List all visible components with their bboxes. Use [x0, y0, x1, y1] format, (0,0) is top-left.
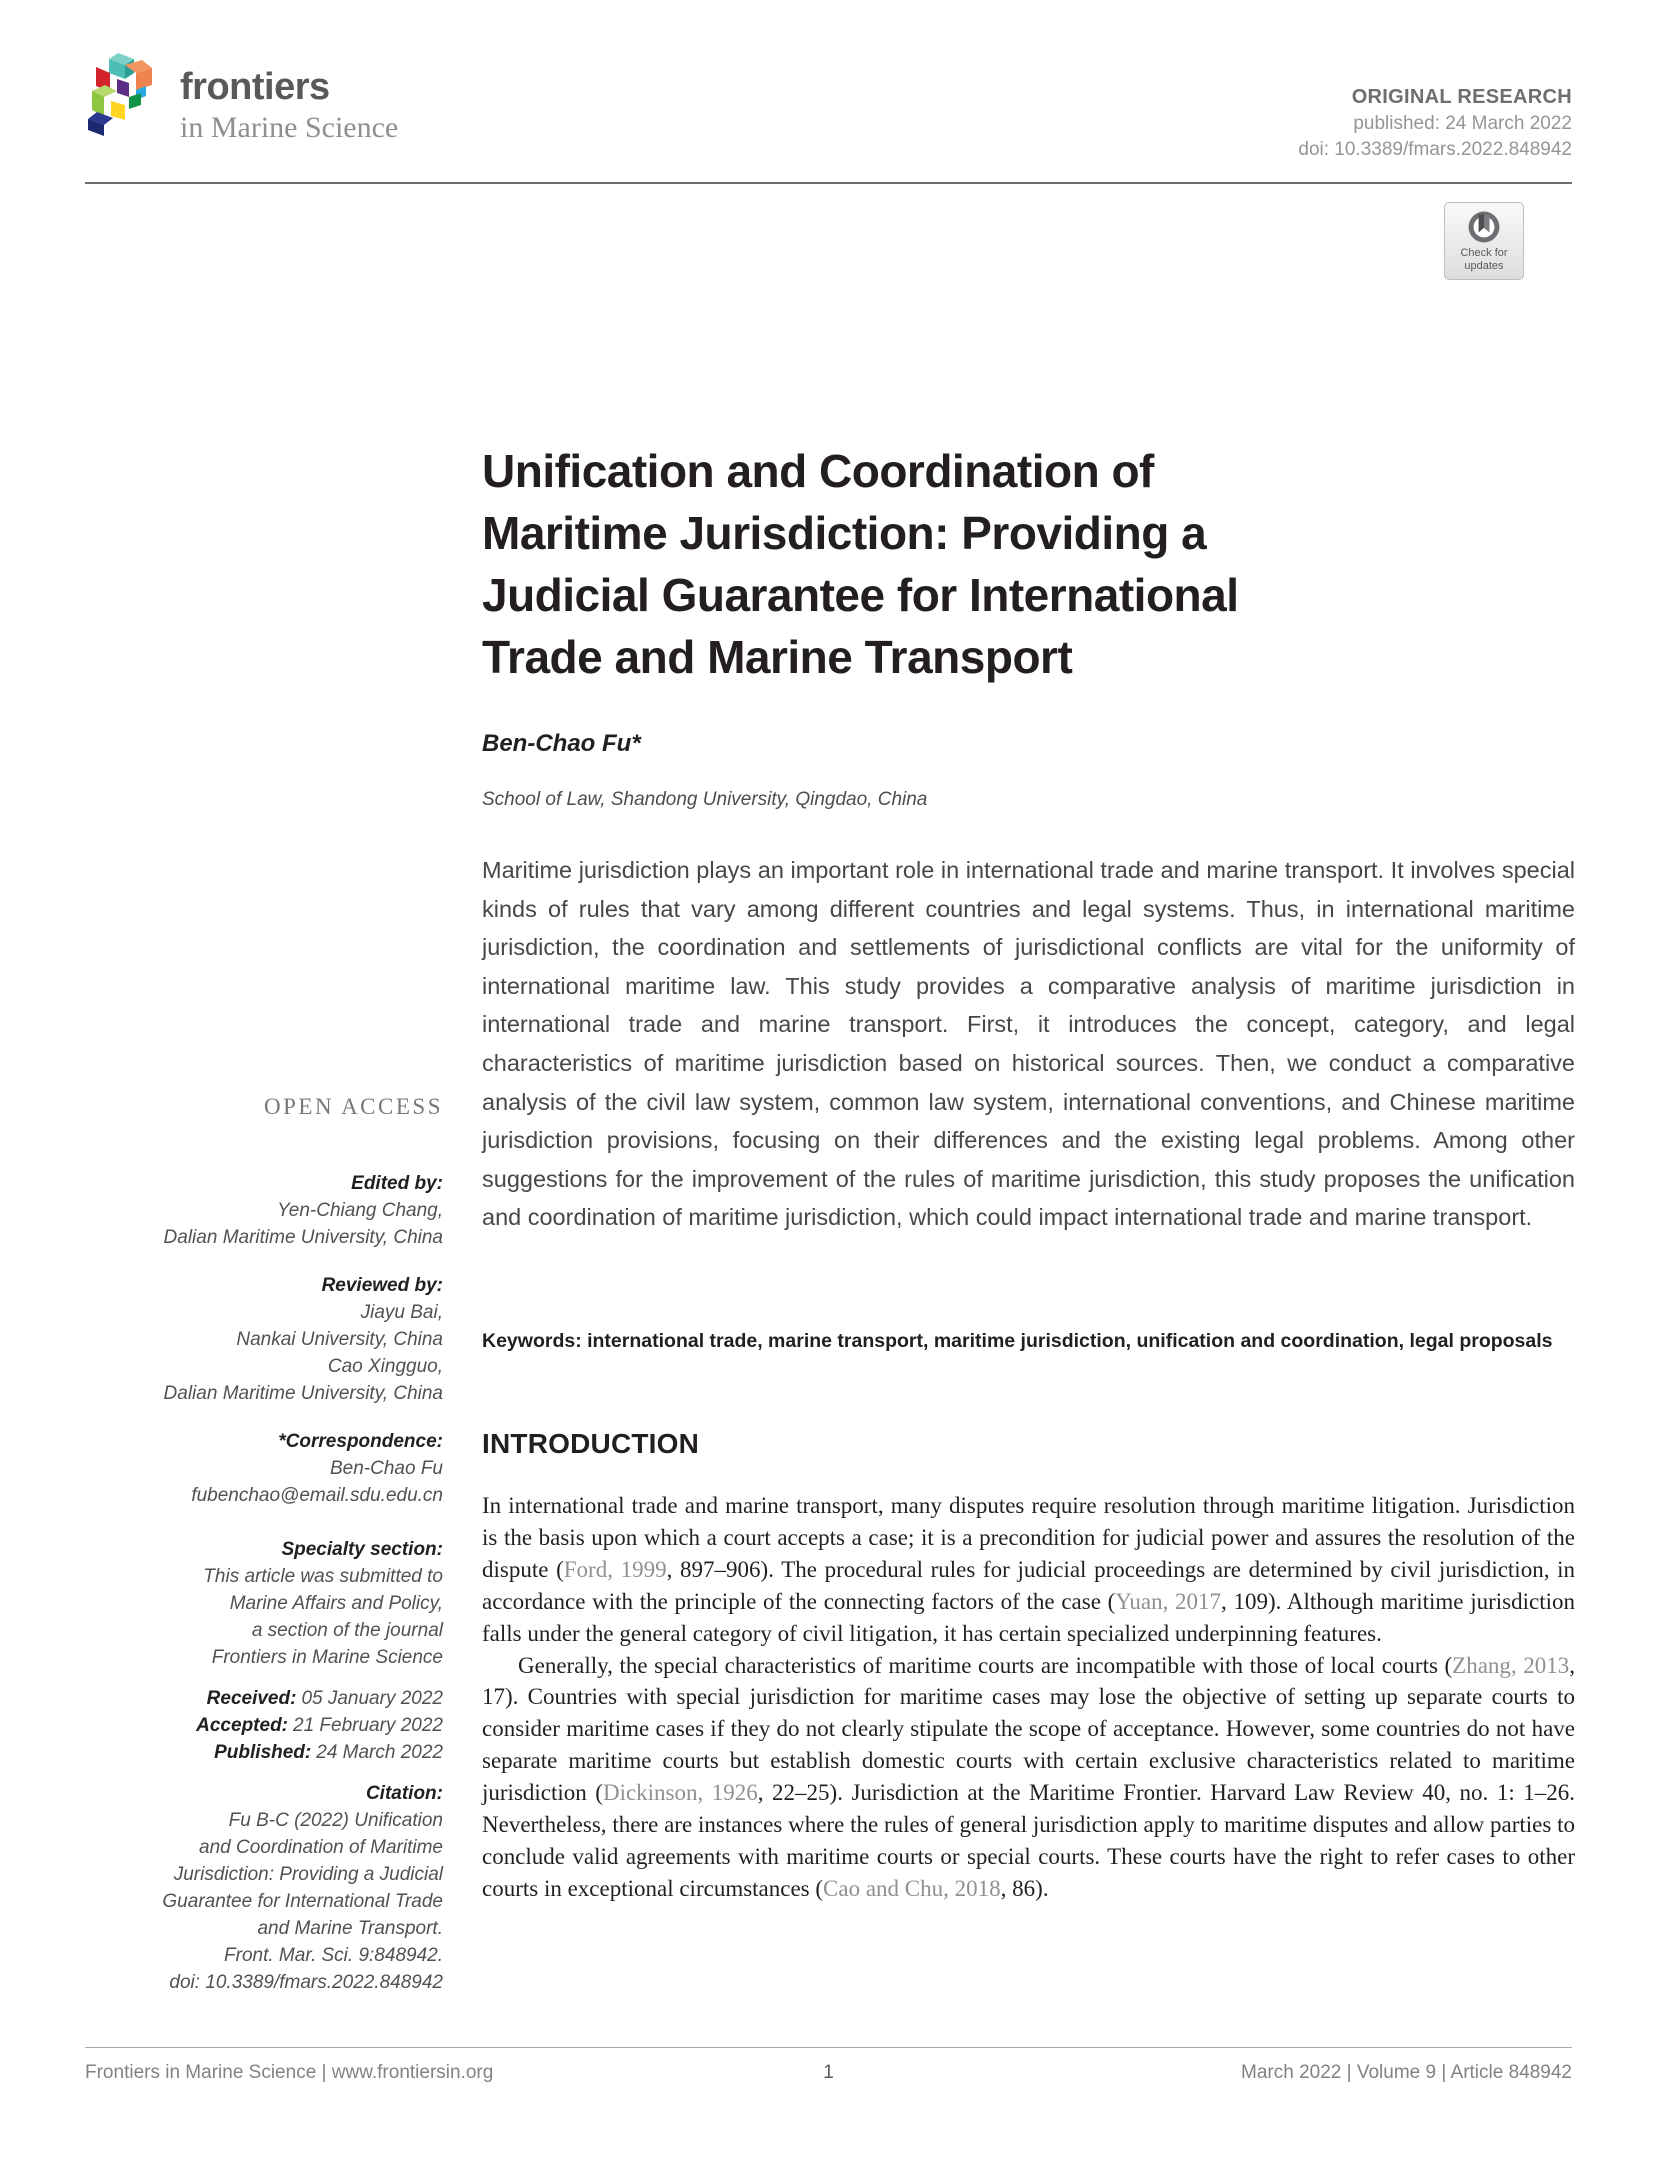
- section-heading-introduction: INTRODUCTION: [482, 1428, 700, 1459]
- edited-by-block: [85, 1170, 443, 1251]
- footer-issue-text: March 2022 | Volume 9 | Article 848942: [1241, 2062, 1572, 2083]
- citation-line: and Coordination of Maritime: [199, 1837, 443, 1858]
- footer-journal-text: Frontiers in Marine Science | www.frontiersin.org: [85, 2062, 494, 2083]
- specialty-line: This article was submitted to: [203, 1566, 443, 1587]
- author-name: Ben-Chao Fu*: [482, 730, 641, 757]
- editor-line: Yen-Chiang Chang,: [277, 1200, 443, 1221]
- keywords-text: Keywords: international trade, marine transport, maritime jurisdiction, unification and coordination, legal proposals: [482, 1330, 1553, 1352]
- specialty-line: a section of the journal: [251, 1620, 443, 1641]
- body-text-segment: , 22–25). Jurisdiction at the Maritime Frontier. Harvard Law Review 40, no. 1: 1–26. Nevertheless, there are instances where the rules of general jurisdiction apply to maritime disputes and allow parties to conclude valid agreements with maritime courts or special courts. These courts have the right to refer cases to other courts in exceptional circumstances (: [482, 1780, 1575, 1901]
- citation-line: Jurisdiction: Providing a Judicial: [173, 1864, 443, 1885]
- logo-brand-text: frontiers: [180, 66, 330, 108]
- editor-line: Dalian Maritime University, China: [163, 1227, 443, 1248]
- logo-journal-text: in Marine Science: [180, 111, 399, 144]
- introduction-body: [482, 1490, 1575, 1905]
- title-line: Judicial Guarantee for International: [482, 569, 1239, 621]
- correspondence-block: [85, 1428, 443, 1509]
- article-title: [482, 440, 1582, 688]
- specialty-section-label: Specialty section:: [281, 1539, 443, 1560]
- body-text-segment: , 17). Countries with special jurisdiction for maritime cases may lose the objective of setting up separate courts to consider maritime cases if they do not clearly stipulate the scope of acceptance. However, some countries do not have separate maritime courts but establish domestic courts with certain exclusive characteristics related to maritime jurisdiction (: [482, 1652, 1575, 1806]
- title-line: Unification and Coordination of: [482, 445, 1154, 497]
- abstract-text: Maritime jurisdiction plays an important role in international trade and marine transport. It involves special kinds of rules that vary among different countries and legal systems. Thus, in international maritime jurisdiction, the coordination and settlements of jurisdictional conflicts are vital for the uniformity of international maritime law. This study provides a comparative analysis of maritime jurisdiction in international trade and marine transport. First, it introduces the concept, category, and legal characteristics of maritime jurisdiction based on historical sources. Then, we conduct a comparative analysis of the civil law system, common law system, international conventions, and Chinese maritime jurisdiction provisions, focusing on their differences and the existing legal problems. Among other suggestions for the improvement of the rules of maritime jurisdiction, this study proposes the unification and coordination of maritime jurisdiction, which could impact international trade and marine transport.: [482, 857, 1575, 1231]
- received-date: 05 January 2022: [301, 1688, 443, 1709]
- citation-link[interactable]: Ford, 1999: [563, 1556, 667, 1582]
- citation-link[interactable]: Yuan, 2017: [1115, 1588, 1222, 1614]
- correspondence-name: Ben-Chao Fu: [329, 1458, 443, 1479]
- reviewer-line: Jiayu Bai,: [360, 1302, 443, 1323]
- citation-line: doi: 10.3389/fmars.2022.848942: [169, 1972, 443, 1993]
- check-for-updates-line1: Check for: [1460, 246, 1508, 259]
- accepted-date: 21 February 2022: [293, 1715, 443, 1736]
- intro-paragraph-2: [482, 1650, 1575, 1905]
- doi-text: doi: 10.3389/fmars.2022.848942: [1298, 139, 1572, 160]
- reviewer-line: Nankai University, China: [236, 1329, 443, 1350]
- edited-by-label: Edited by:: [351, 1173, 443, 1194]
- footer-divider: [85, 2047, 1572, 2048]
- accepted-line: [85, 1712, 443, 1739]
- body-text-segment: Generally, the special characteristics of maritime courts are incompatible with those of local courts (: [518, 1652, 1453, 1678]
- header-divider: [85, 182, 1572, 184]
- citation-lines: [85, 1807, 443, 1996]
- specialty-section-block: [85, 1536, 443, 1671]
- check-for-updates-line2: updates: [1464, 259, 1504, 272]
- received-line: [85, 1685, 443, 1712]
- reviewed-by-label: Reviewed by:: [321, 1275, 443, 1296]
- intro-paragraph-1: [482, 1490, 1575, 1650]
- open-access-label: OPEN ACCESS: [264, 1094, 443, 1119]
- history-dates-block: [85, 1685, 443, 1766]
- body-text-segment: , 109). Although maritime jurisdiction falls under the general category of civil litigation, it has certain specialized underpinning features.: [482, 1588, 1575, 1646]
- specialty-line: Marine Affairs and Policy,: [229, 1593, 443, 1614]
- citation-label: Citation:: [365, 1783, 443, 1804]
- body-text-segment: , 86).: [1000, 1875, 1049, 1901]
- published-date-text: published: 24 March 2022: [1353, 113, 1572, 134]
- correspondence-label: *Correspondence:: [278, 1431, 443, 1452]
- crossmark-icon: [1467, 210, 1501, 244]
- citation-line: Front. Mar. Sci. 9:848942.: [224, 1945, 443, 1966]
- correspondence-email[interactable]: fubenchao@email.sdu.edu.cn: [191, 1485, 443, 1506]
- reviewed-by-lines: [85, 1299, 443, 1407]
- body-text-segment: In international trade and marine transport, many disputes require resolution through maritime litigation. Jurisdiction is the basis upon which a court accepts a case; it is a precondition for judicial power and assures the resolution of the dispute (: [482, 1493, 1575, 1582]
- specialty-section-lines: [85, 1563, 443, 1671]
- frontiers-logo-icon: [88, 52, 164, 140]
- accepted-label: Accepted:: [196, 1715, 288, 1736]
- citation-link[interactable]: Zhang, 2013: [1452, 1652, 1570, 1678]
- page-number: 1: [823, 2062, 834, 2083]
- published-date: 24 March 2022: [316, 1742, 443, 1763]
- citation-block: [85, 1780, 443, 1996]
- check-for-updates-label: [1460, 247, 1507, 272]
- reviewed-by-block: [85, 1272, 443, 1407]
- citation-link[interactable]: Cao and Chu, 2018: [823, 1875, 1001, 1901]
- header-meta: [1298, 86, 1572, 161]
- affiliation-text: School of Law, Shandong University, Qingdao, China: [482, 789, 928, 810]
- article-info-sidebar: [85, 1093, 443, 2017]
- published-label: Published:: [214, 1742, 312, 1763]
- published-line: [85, 1739, 443, 1766]
- citation-line: and Marine Transport.: [257, 1918, 443, 1939]
- article-type-label: ORIGINAL RESEARCH: [1351, 86, 1572, 108]
- edited-by-lines: [85, 1197, 443, 1251]
- citation-link[interactable]: Dickinson, 1926: [602, 1780, 758, 1806]
- frontiers-logo: [88, 52, 398, 144]
- title-line: Trade and Marine Transport: [482, 631, 1073, 683]
- reviewer-line: Dalian Maritime University, China: [163, 1383, 443, 1404]
- received-label: Received:: [206, 1688, 297, 1709]
- body-text-segment: , 897–906). The procedural rules for judicial proceedings are determined by civil jurisdiction, in accordance with the principle of the connecting factors of the case (: [482, 1556, 1575, 1614]
- citation-line: Fu B-C (2022) Unification: [228, 1810, 443, 1831]
- specialty-line: Frontiers in Marine Science: [211, 1647, 443, 1668]
- check-for-updates-badge[interactable]: [1444, 202, 1524, 280]
- reviewer-line: Cao Xingguo,: [327, 1356, 443, 1377]
- citation-line: Guarantee for International Trade: [162, 1891, 443, 1912]
- title-line: Maritime Jurisdiction: Providing a: [482, 507, 1207, 559]
